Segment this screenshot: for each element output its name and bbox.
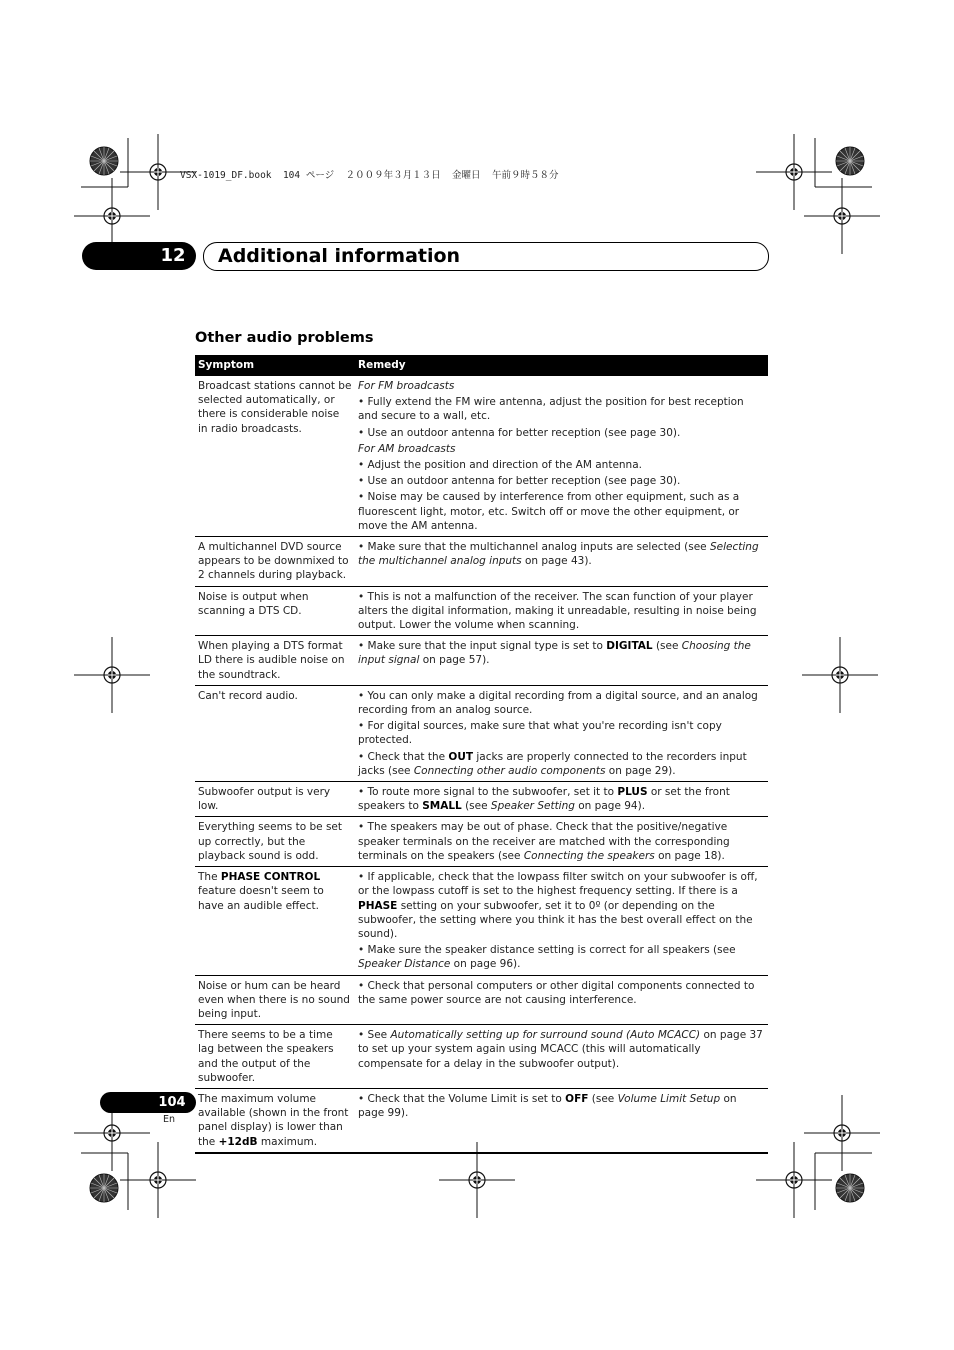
remedy-cell [355,782,768,817]
table-row [195,975,768,1025]
remedy-item: • You can only make a digital recording from a digital source, and an analog recording from an analog source. [358,689,758,717]
remedy-item: • Check that the OUT jacks are properly connected to the recorders input jacks (see Connecting other audio components on page 29). [358,750,747,777]
page-reference: Connecting the speakers [523,849,655,862]
table-header-row [195,355,768,376]
table-row [195,1088,768,1152]
remedy-cell [355,1025,768,1089]
remedy-item: • Noise may be caused by interference from other equipment, such as a fluorescent light, motor, etc. Switch off or move the other equipment, or move the AM antenna. [358,491,740,532]
chapter-number: 12 [160,245,186,266]
symptom-cell: Broadcast stations cannot be selected automatically, or there is considerable noise in radio broadcasts. [198,380,352,435]
remedy-cell [355,1088,768,1152]
remedy-cell [355,975,768,1025]
page-language: En [163,1114,176,1125]
page-reference: Volume Limit Setup [617,1092,721,1105]
table-row [195,586,768,636]
remedy-item: • This is not a malfunction of the receiver. The scan function of your player alters the digital information, making it unreadable, resulting in noise being output. Lower the volume when scanning. [358,590,757,632]
section-title: Other audio problems [195,330,374,346]
table-row [195,685,768,781]
symptom-cell: Noise or hum can be heard even when there is no sound being input. [195,975,355,1025]
remedy-item: • Make sure that the multichannel analog inputs are selected (see Selecting the multichannel analog inputs on page 43). [358,541,759,568]
column-header-remedy: Remedy [355,355,768,376]
page-reference: Speaker Setting [490,800,575,813]
remedy-cell [355,817,768,867]
remedy-item: • To route more signal to the subwoofer, set it to PLUS or set the front speakers to SMALL (see Speaker Setting on page 94). [358,786,730,813]
remedy-cell [355,636,768,686]
table-row [195,782,768,817]
remedy-item: • Check that personal computers or other digital components connected to the same power source are not causing interference. [358,979,755,1006]
remedy-item: • For digital sources, make sure that what you're recording isn't copy protected. [358,720,722,747]
table-row [195,1025,768,1089]
symptom-cell: Can't record audio. [195,685,355,781]
table-row [195,817,768,867]
remedy-item: • Check that the Volume Limit is set to OFF (see Volume Limit Setup on page 99). [358,1092,737,1120]
symptom-cell: The PHASE CONTROL feature doesn't seem to have an audible effect. [195,867,355,975]
audio-problems-table [195,355,768,1154]
remedy-item: • Make sure that the input signal type is set to DIGITAL (see Choosing the input signal on page 57). [358,640,751,667]
print-header: VSX-1019_DF.book 104 ページ ２００９年３月１３日 金曜日 午前９時５８分 [180,170,559,181]
remedy-cell [355,867,768,975]
symptom-cell: A multichannel DVD source appears to be downmixed to 2 channels during playback. [195,537,355,587]
page-reference: Choosing the input signal [358,640,751,667]
page-number: 104 [158,1095,186,1110]
chapter-title: Additional information [218,245,461,267]
remedy-item: • If applicable, check that the lowpass filter switch on your subwoofer is off, or the lowpass cutoff is set to the highest frequency setting. If there is a PHASE setting on your subwoofer, set it to 0º (or depending on the subwoofer, the setting where you think it has the best overall effect on the sound). [358,871,758,940]
table-row [195,376,768,537]
symptom-cell: The maximum volume available (shown in the front panel display) is lower than the +12dB maximum. [195,1088,355,1152]
page-reference: Selecting the multichannel analog inputs [358,541,759,568]
remedy-cell [355,586,768,636]
symptom-cell: Everything seems to be set up correctly, but the playback sound is odd. [195,817,355,867]
symptom-cell: There seems to be a time lag between the speakers and the output of the subwoofer. [195,1025,355,1089]
remedy-item: • Make sure the speaker distance setting is correct for all speakers (see Speaker Distance on page 96). [358,944,736,971]
page-reference: Speaker Distance [358,958,451,971]
remedy-item: • Fully extend the FM wire antenna, adjust the position for best reception and secure to a wall, etc. [358,396,744,423]
remedy-cell [355,685,768,781]
symptom-cell: When playing a DTS format LD there is audible noise on the soundtrack. [195,636,355,686]
symptom-cell: Subwoofer output is very low. [195,782,355,817]
remedy-cell [355,376,768,537]
symptom-cell: Noise is output when scanning a DTS CD. [195,586,355,636]
table-row [195,636,768,686]
remedy-item: • Adjust the position and direction of the AM antenna. [358,459,642,472]
table-row [195,867,768,975]
remedy-item: • Use an outdoor antenna for better reception (see page 30). [358,426,681,439]
remedy-item: • See Automatically setting up for surround sound (Auto MCACC) on page 37 to set up your system again using MCACC (this will automatically compensate for a delay in the subwoofer output). [358,1029,763,1070]
remedy-subheading: For AM broadcasts [358,442,456,455]
remedy-item: • Use an outdoor antenna for better reception (see page 30). [358,475,681,488]
column-header-symptom: Symptom [195,355,355,376]
page-reference: Connecting other audio components [413,764,606,777]
page-reference: Automatically setting up for surround sound (Auto MCACC) [390,1029,701,1042]
remedy-item: • The speakers may be out of phase. Check that the positive/negative speaker terminals on the receiver are matched with the corresponding terminals on the speakers (see Connecting the speakers on page 18). [358,821,730,862]
table-row [195,537,768,587]
remedy-cell [355,537,768,587]
remedy-subheading: For FM broadcasts [358,380,455,392]
